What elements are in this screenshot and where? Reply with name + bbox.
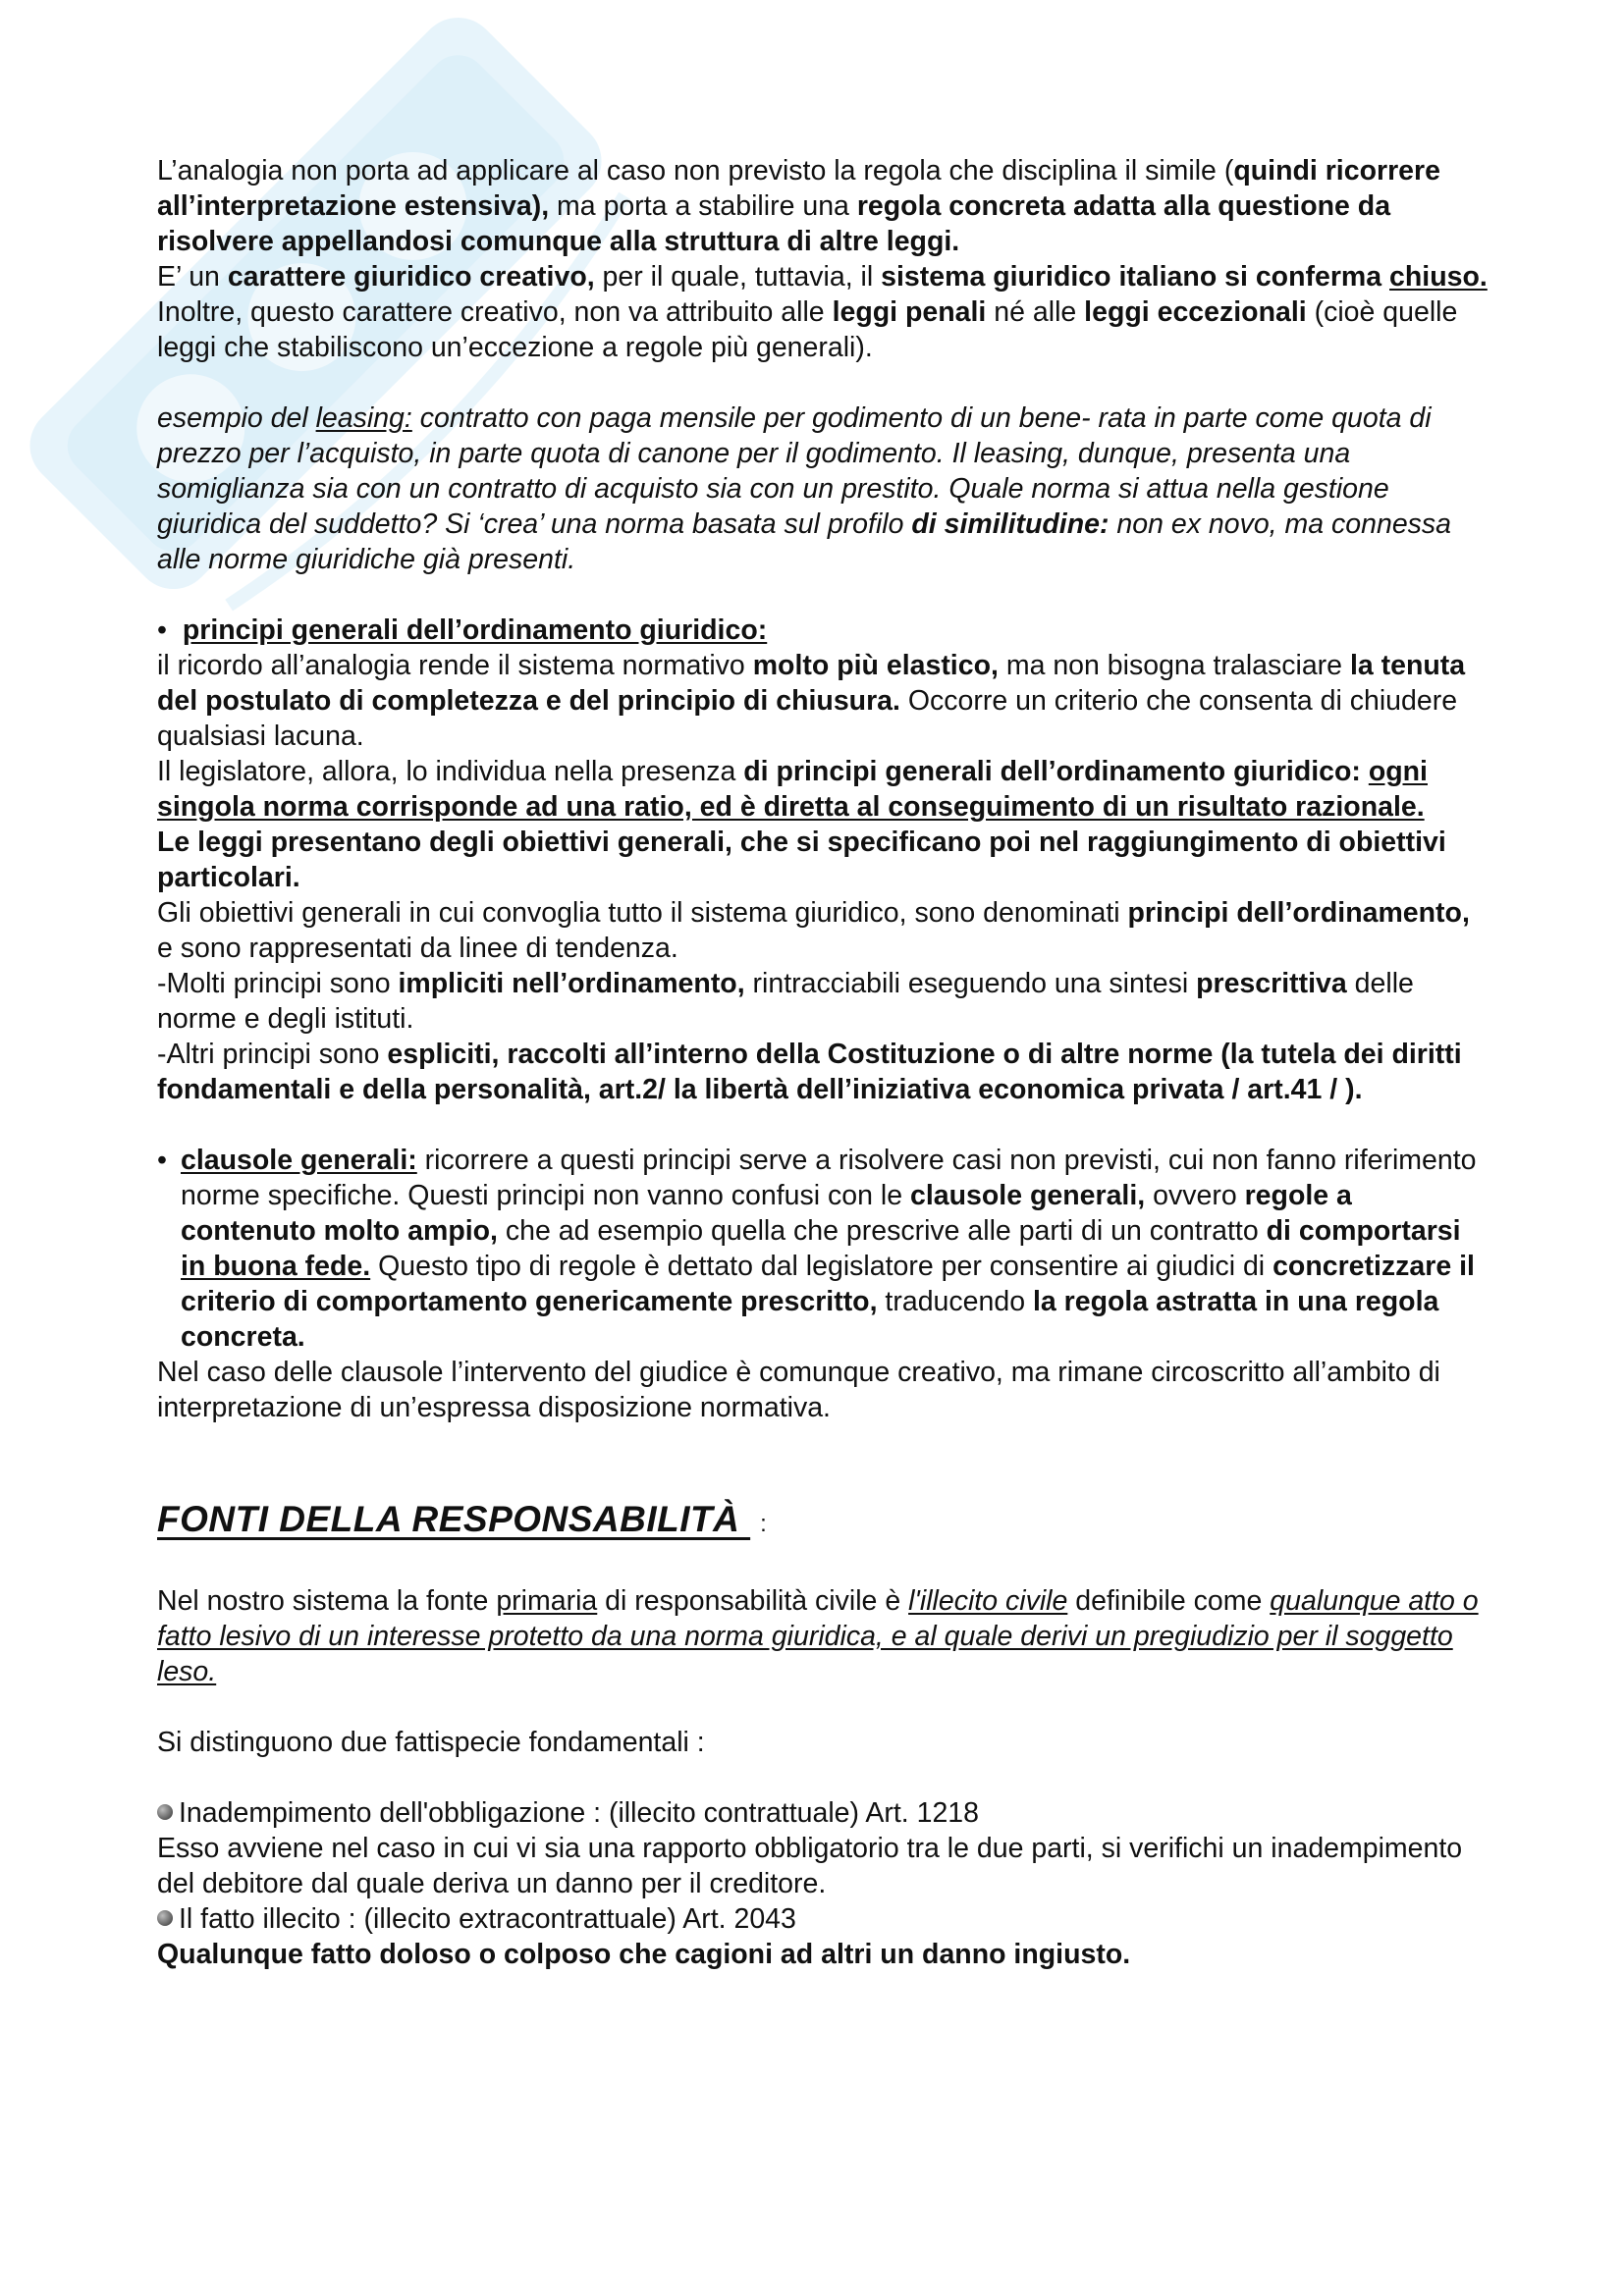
fattispecie-item-1: Inadempimento dell'obbligazione : (illecito contrattuale) Art. 1218: [157, 1795, 1492, 1831]
intro-paragraph: L’analogia non porta ad applicare al caso non previsto la regola che disciplina il simile (quindi ricorrere all’interpretazione estensiva), ma porta a stabilire una regola concreta adatta alla questione da risolvere appellandosi comunque alla struttura di altre leggi. E’ un carattere giuridico creativo, per il quale, tuttavia, il sistema giuridico italiano si conferma chiuso. Inoltre, questo carattere creativo, non va attribuito alle leggi penali né alle leggi eccezionali (cioè quelle leggi che stabiliscono un’eccezione a regole più generali).: [157, 155, 1488, 363]
fattispecie-item-2: Il fatto illecito : (illecito extracontrattuale) Art. 2043: [157, 1901, 1492, 1937]
bullet-dot: •: [157, 1145, 167, 1176]
clausole-paragraph: clausole generali: ricorrere a questi principi serve a risolvere casi non previsti, cui non fanno riferimento norme specifiche. Questi principi non vanno confusi con le clausole generali, ovvero regole a contenuto molto ampio, che ad esempio quella che prescrive alle parti di un contratto di comportarsi in buona fede. Questo tipo di regole è dettato dal legislatore per consentire ai giudici di concretizzare il criterio di comportamento genericamente prescritto, traducendo la regola astratta in una regola concreta.: [181, 1145, 1477, 1353]
fattispecie-item-2-desc: Qualunque fatto doloso o colposo che cagioni ad altri un danno ingiusto.: [157, 1939, 1131, 1970]
section-title: FONTI DELLA RESPONSABILITÀ :: [157, 1499, 768, 1539]
fattispecie-intro: Si distinguono due fattispecie fondamentali :: [157, 1727, 705, 1758]
clausole-after: Nel caso delle clausole l’intervento del giudice è comunque creativo, ma rimane circoscritto all’ambito di interpretazione di un’espressa disposizione normativa.: [157, 1357, 1440, 1423]
principi-paragraph-1: il ricordo all’analogia rende il sistema normativo molto più elastico, ma non bisogna tralasciare la tenuta del postulato di completezza e del principio di chiusura. Occorre un criterio che consenta di chiudere qualsiasi lacuna.: [157, 650, 1466, 752]
gray-ball-icon: [157, 1910, 173, 1926]
fattispecie-item-1-desc: Esso avviene nel caso in cui vi sia una rapporto obbligatorio tra le due parti, si verifichi un inadempimento del debitore dal quale deriva un danno per il creditore.: [157, 1833, 1463, 1899]
gray-ball-icon: [157, 1804, 173, 1820]
principi-heading: • principi generali dell’ordinamento giuridico:: [157, 614, 768, 646]
clausole-bullet: [157, 1143, 1492, 1355]
document-content: [157, 153, 1492, 1972]
principi-paragraph-6: -Altri principi sono espliciti, raccolti all’interno della Costituzione o di altre norme (la tutela dei diritti fondamentali e della personalità, art.2/ la libertà dell’iniziativa economica privata / art.41 / ).: [157, 1039, 1462, 1105]
principi-paragraph-3: Le leggi presentano degli obiettivi generali, che si specificano poi nel raggiungimento di obiettivi particolari.: [157, 827, 1446, 893]
principi-paragraph-2: Il legislatore, allora, lo individua nella presenza di principi generali dell’ordinamento giuridico: ogni singola norma corrisponde ad una ratio, ed è diretta al conseguimento di un risultato razionale.: [157, 756, 1428, 823]
leasing-example: esempio del leasing: contratto con paga mensile per godimento di un bene- rata in parte come quota di prezzo per l’acquisto, in parte quota di canone per il godimento. Il leasing, dunque, presenta una somiglianza sia con un contratto di acquisto sia con un prestito. Quale norma si attua nella gestione giuridica del suddetto? Si ‘crea’ una norma basata sul profilo di similitudine: non ex novo, ma connessa alle norme giuridiche già presenti.: [157, 402, 1452, 575]
principi-paragraph-4: Gli obiettivi generali in cui convoglia tutto il sistema giuridico, sono denominati principi dell’ordinamento, e sono rappresentati da linee di tendenza.: [157, 897, 1470, 964]
principi-paragraph-5: -Molti principi sono impliciti nell’ordinamento, rintracciabili eseguendo una sintesi prescrittiva delle norme e degli istituti.: [157, 968, 1414, 1035]
fonti-paragraph: Nel nostro sistema la fonte primaria di responsabilità civile è l'illecito civile definibile come qualunque atto o fatto lesivo di un interesse protetto da una norma giuridica, e al quale derivi un pregiudizio per il soggetto leso.: [157, 1585, 1479, 1687]
